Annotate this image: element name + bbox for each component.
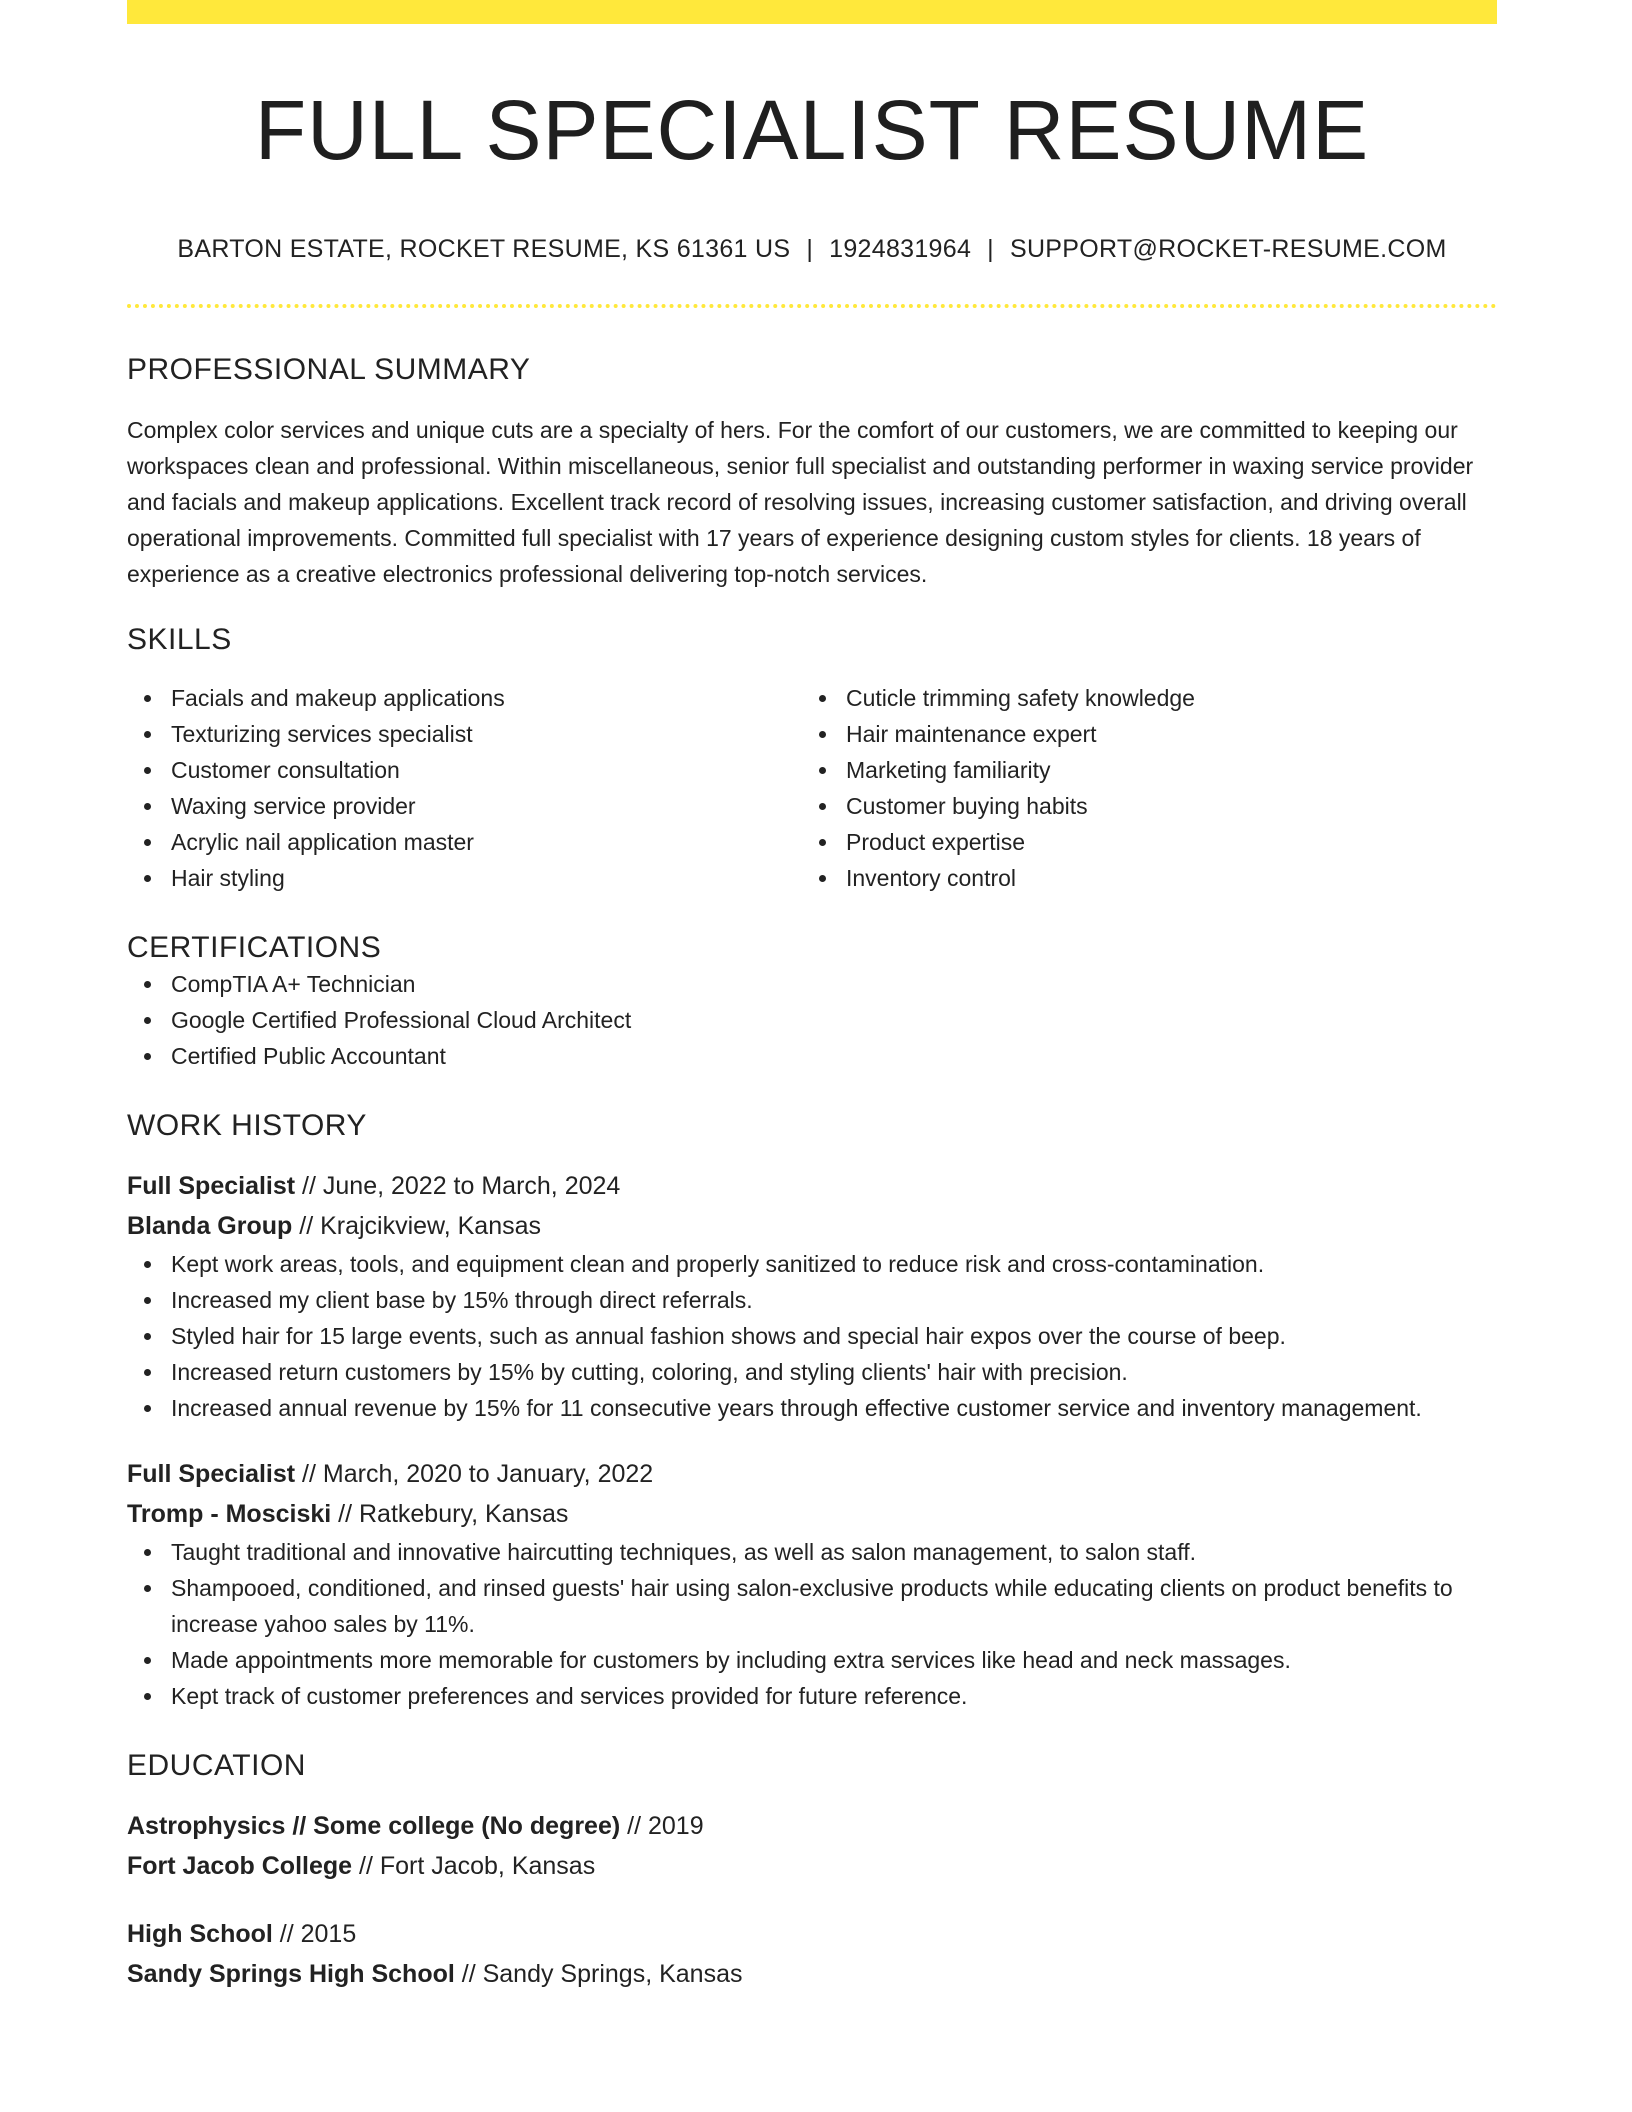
- skill-item: Hair styling: [127, 860, 802, 896]
- skill-item: Customer buying habits: [802, 788, 1477, 824]
- contact-separator: |: [987, 235, 994, 264]
- contact-address: BARTON ESTATE, ROCKET RESUME, KS 61361 US: [177, 235, 791, 264]
- skill-item: Waxing service provider: [127, 788, 802, 824]
- job-bullet: Shampooed, conditioned, and rinsed guests' hair using salon-exclusive products while educating clients on product benefits to increase yahoo sales by 11%.: [127, 1570, 1497, 1642]
- education-degree-line: [127, 1806, 1497, 1846]
- summary-text: Complex color services and unique cuts are a specialty of hers. For the comfort of our customers, we are committed to keeping our workspaces clean and professional. Within miscellaneous, senior full specialist and outstanding performer in waxing service provider and facials and makeup applications. Excellent track record of resolving issues, increasing customer satisfaction, and driving overall operational improvements. Committed full specialist with 17 years of experience designing custom styles for clients. 18 years of experience as a creative electronics professional delivering top-notch services.: [127, 417, 1474, 588]
- skill-item: Cuticle trimming safety knowledge: [802, 680, 1477, 716]
- resume-title: FULL SPECIALIST RESUME: [254, 83, 1370, 177]
- job-dates: // June, 2022 to March, 2024: [295, 1172, 621, 1201]
- education-school-line: [127, 1846, 1497, 1886]
- contact-email: SUPPORT@ROCKET-RESUME.COM: [1009, 235, 1447, 264]
- skills-list-right: [802, 680, 1477, 896]
- job-bullet: Taught traditional and innovative haircutting techniques, as well as salon management, to salon staff.: [127, 1534, 1497, 1570]
- skill-item: Product expertise: [802, 824, 1477, 860]
- skills-column-right: [802, 680, 1477, 896]
- job-company-line: [127, 1206, 1497, 1246]
- education-entry: [127, 1806, 1497, 1886]
- education-degree: High School: [127, 1920, 273, 1949]
- skill-item: Inventory control: [802, 860, 1477, 896]
- skill-item: Acrylic nail application master: [127, 824, 802, 860]
- skill-item: Hair maintenance expert: [802, 716, 1477, 752]
- job-dates: // March, 2020 to January, 2022: [295, 1460, 654, 1489]
- job-bullet: Kept work areas, tools, and equipment clean and properly sanitized to reduce risk and cross-contamination.: [127, 1246, 1497, 1282]
- job-location: // Ratkebury, Kansas: [331, 1500, 569, 1529]
- job-entry: [127, 1166, 1497, 1426]
- job-location: // Krajcikview, Kansas: [292, 1212, 542, 1241]
- education-degree: Astrophysics // Some college (No degree): [127, 1812, 621, 1841]
- contact-phone: 1924831964: [829, 235, 972, 264]
- skills-grid: [127, 680, 1497, 896]
- education-school-line: [127, 1954, 1497, 1994]
- skill-item: Facials and makeup applications: [127, 680, 802, 716]
- skills-heading: SKILLS: [127, 623, 232, 657]
- skill-item: Marketing familiarity: [802, 752, 1477, 788]
- job-bullets: [127, 1534, 1497, 1714]
- work-history-heading: WORK HISTORY: [127, 1109, 367, 1143]
- certification-item: Certified Public Accountant: [127, 1038, 1497, 1074]
- education-year: // 2019: [620, 1812, 704, 1841]
- job-bullet: Increased return customers by 15% by cutting, coloring, and styling clients' hair with precision.: [127, 1354, 1497, 1390]
- job-title: Full Specialist: [127, 1460, 296, 1489]
- job-bullet: Made appointments more memorable for customers by including extra services like head and neck massages.: [127, 1642, 1497, 1678]
- dotted-divider: [127, 304, 1497, 308]
- certifications-heading: CERTIFICATIONS: [127, 931, 382, 965]
- contact-separator: |: [806, 235, 814, 264]
- job-company: Tromp - Mosciski: [127, 1500, 332, 1529]
- certification-item: Google Certified Professional Cloud Architect: [127, 1002, 1497, 1038]
- top-accent-bar: [127, 0, 1497, 24]
- skill-item: Customer consultation: [127, 752, 802, 788]
- skills-list-left: [127, 680, 802, 896]
- resume-page: [127, 0, 1497, 1994]
- job-company: Blanda Group: [127, 1212, 293, 1241]
- job-company-line: [127, 1494, 1497, 1534]
- summary-heading: PROFESSIONAL SUMMARY: [127, 353, 531, 387]
- contact-line: [127, 234, 1497, 264]
- certification-item: CompTIA A+ Technician: [127, 966, 1497, 1002]
- skills-column-left: [127, 680, 802, 896]
- job-bullets: [127, 1246, 1497, 1426]
- education-heading: EDUCATION: [127, 1749, 306, 1783]
- education-entry: [127, 1914, 1497, 1994]
- education-location: // Fort Jacob, Kansas: [352, 1852, 596, 1881]
- job-bullet: Kept track of customer preferences and services provided for future reference.: [127, 1678, 1497, 1714]
- job-title-line: [127, 1454, 1497, 1494]
- education-degree-line: [127, 1914, 1497, 1954]
- skill-item: Texturizing services specialist: [127, 716, 802, 752]
- job-title-line: [127, 1166, 1497, 1206]
- job-bullet: Increased annual revenue by 15% for 11 consecutive years through effective customer service and inventory management.: [127, 1390, 1497, 1426]
- job-entry: [127, 1454, 1497, 1714]
- job-bullet: Increased my client base by 15% through direct referrals.: [127, 1282, 1497, 1318]
- education-location: // Sandy Springs, Kansas: [454, 1960, 743, 1989]
- job-bullet: Styled hair for 15 large events, such as annual fashion shows and special hair expos over the course of beep.: [127, 1318, 1497, 1354]
- job-title: Full Specialist: [127, 1172, 296, 1201]
- education-school: Fort Jacob College: [127, 1852, 353, 1881]
- education-year: // 2015: [272, 1920, 357, 1949]
- education-school: Sandy Springs High School: [127, 1960, 455, 1989]
- certifications-list: [127, 966, 1497, 1074]
